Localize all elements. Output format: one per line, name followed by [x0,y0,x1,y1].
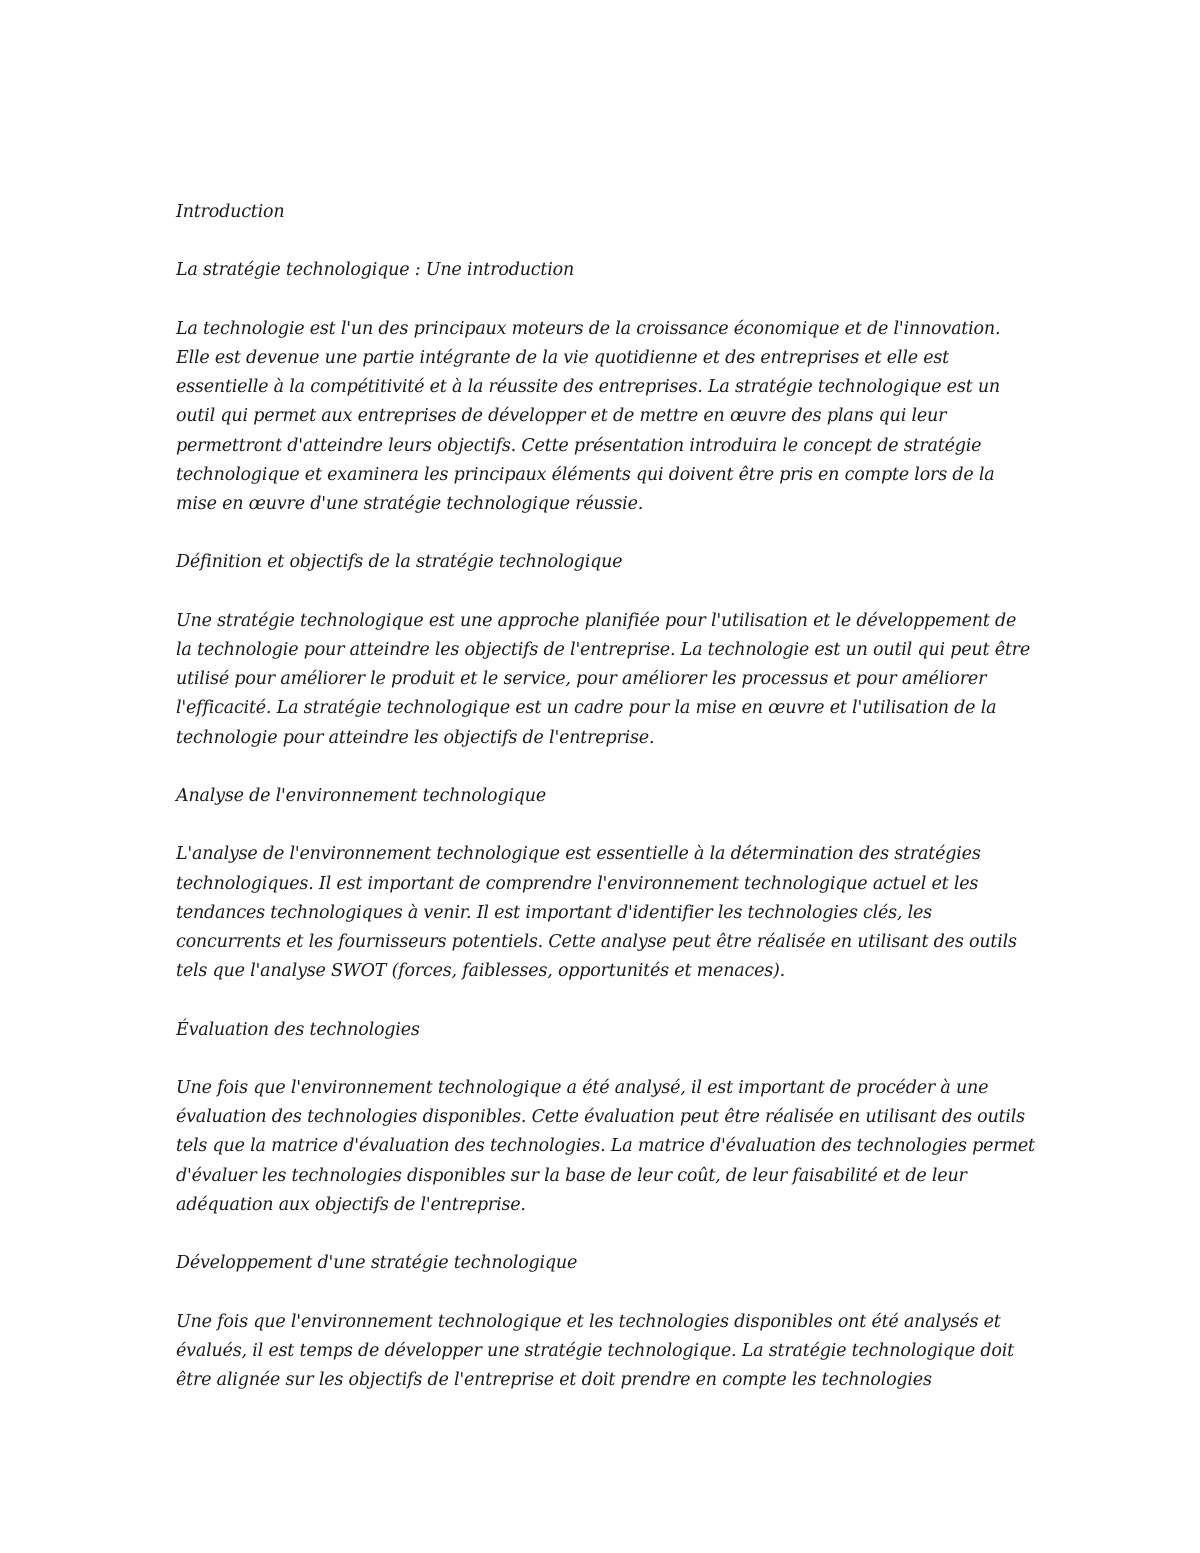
paragraph-environment-analysis: L'analyse de l'environnement technologique est essentielle à la détermination des stratégies technologiques. Il est important de comprendre l'environnement technologique actuel et les tendances technologiques à venir. Il est important d'identifier les technologies clés, les concurrents et les fournisseurs potentiels. Cette analyse peut être réalisée en utilisant des outils tels que l'analyse SWOT (forces, faiblesses, opportunités et menaces). [176,844,1017,982]
paragraph-definition: Une stratégie technologique est une approche planifiée pour l'utilisation et le développement de la technologie pour atteindre les objectifs de l'entreprise. La technologie est un outil qui peut être utilisé pour améliorer le produit et le service, pour améliorer les processus et pour améliorer l'efficacité. La stratégie technologique est un cadre pour la mise en œuvre et l'utilisation de la technologie pour atteindre les objectifs de l'entreprise. [176,610,1031,748]
section-heading-strategy-development: Développement d'une stratégie technologique [176,1253,578,1274]
section-heading-definition: Définition et objectifs de la stratégie technologique [176,552,623,573]
section-heading-strategy-intro: La stratégie technologique : Une introduction [176,260,575,281]
paragraph-strategy-development: Une fois que l'environnement technologique et les technologies disponibles ont été analysés et évalués, il est temps de développer une stratégie technologique. La stratégie technologique doit être alignée sur les objectifs de l'entreprise et doit prendre en compte les technologies [176,1311,1015,1390]
section-heading-introduction: Introduction [176,202,285,222]
section-heading-environment-analysis: Analyse de l'environnement technologique [176,785,547,806]
paragraph-strategy-intro: La technologie est l'un des principaux moteurs de la croissance économique et de l'innovation. Elle est devenue une partie intégrante de la vie quotidienne et des entreprises et elle est essentielle à la compétitivité et à la réussite des entreprises. La stratégie technologique est un outil qui permet aux entreprises de développer et de mettre en œuvre des plans qui leur permettront d'atteindre leurs objectifs. Cette présentation introduira le concept de stratégie technologique et examinera les principaux éléments qui doivent être pris en compte lors de la mise en œuvre d'une stratégie technologique réussie. [176,318,1001,514]
section-heading-technology-evaluation: Évaluation des technologies [176,1019,420,1040]
paragraph-technology-evaluation: Une fois que l'environnement technologique a été analysé, il est important de procéder à une évaluation des technologies disponibles. Cette évaluation peut être réalisée en utilisant des outils tels que la matrice d'évaluation des technologies. La matrice d'évaluation des technologies permet d'évaluer les technologies disponibles sur la base de leur coût, de leur faisabilité et de leur adéquation aux objectifs de l'entreprise. [176,1077,1035,1215]
document-body [176,198,1036,1424]
